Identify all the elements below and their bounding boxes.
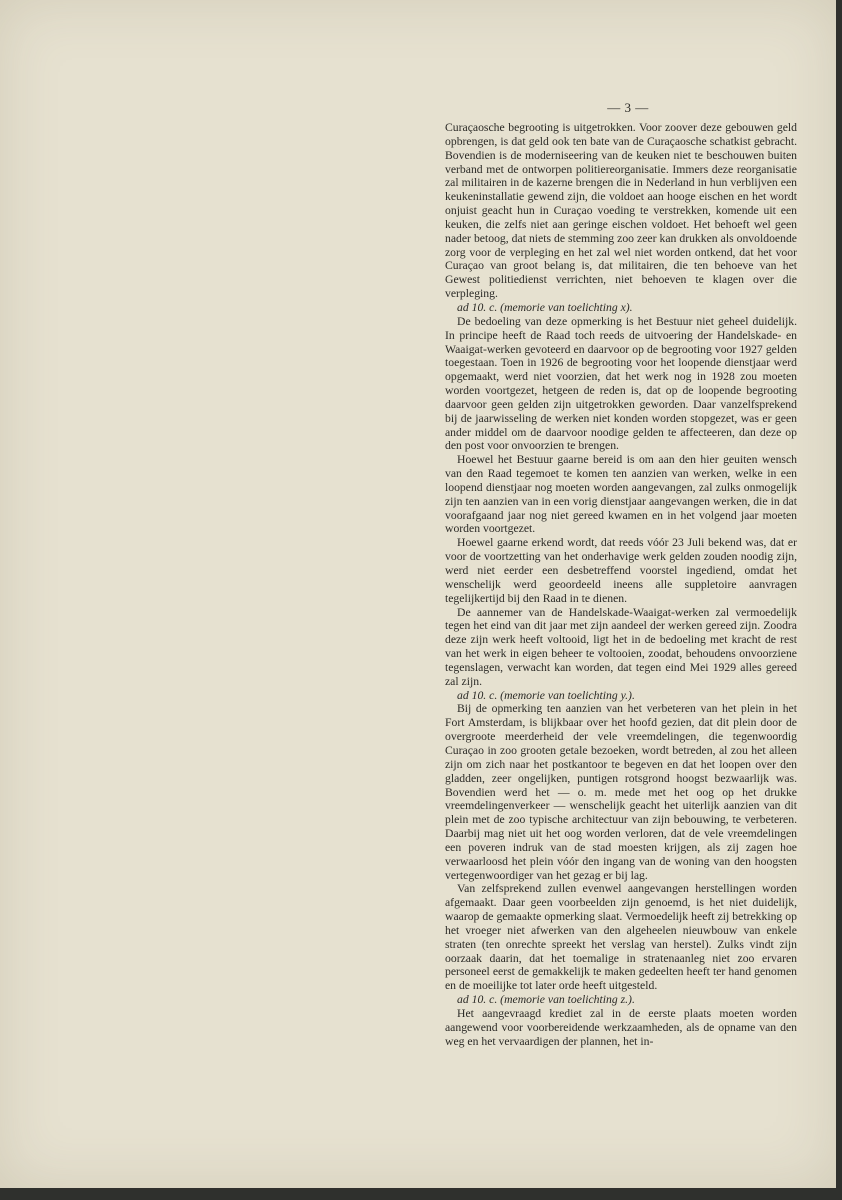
section-reference: ad 10. c. (memorie van toelichting x). xyxy=(457,300,633,314)
paragraph: Hoewel gaarne erkend wordt, dat reeds vóór 23 Juli bekend was, dat er voor de voortzetting van het onderhavige werk gelden zouden noodig zijn, werd niet eerder een desbetreffend voorstel ingediend, omdat het wenschelijk werd geoordeeld ineens alle suppletoire aanvragen tegelijkertijd bij den Raad in te dienen. xyxy=(445,536,797,605)
paragraph: De aannemer van de Handelskade-Waaigat-werken zal vermoedelijk tegen het eind van dit jaar met zijn aandeel der werken gereed zijn. Zoodra deze zijn werk heeft voltooid, ligt het in de bedoeling met kracht de rest van het werk in eigen beheer te voltooien, zoodat, behoudens onvoorziene tegenslagen, verwacht kan worden, dat tegen eind Mei 1929 alles gereed zal zijn. xyxy=(445,605,797,688)
scan-edge-right xyxy=(836,0,842,1200)
paragraph: Hoewel het Bestuur gaarne bereid is om aan den hier geuiten wensch van den Raad tegemoet te komen ten aanzien van werken, welke in een loopend dienstjaar nog moeten worden aangevangen, zal zulks onmogelijk zijn ten aanzien van in een vorig dienstjaar aangevangen werken, die in dat voorafgaand jaar nog niet gereed kwamen en in het volgend jaar moeten worden voortgezet. xyxy=(445,453,797,536)
paragraph: Bij de opmerking ten aanzien van het verbeteren van het plein in het Fort Amsterdam, is blijkbaar over het hoofd gezien, dat dit plein door de overgroote meerderheid der vele vreemdelingen, die tegenwoordig Curaçao in zoo grooten getale bezoeken, wordt betreden, al zou het alleen zijn om zich naar het postkantoor te begeven en dat het loopen over den gladden, zeer ongelijken, puntigen rotsgrond hoogst bezwaarlijk was. Bovendien werd het — o. m. mede met het oog op het drukke vreemdelingenverkeer — wenschelijk geacht het uiterlijk aanzien van dit plein met de zoo typische architectuur van zijn bebouwing, te verbeteren. Daarbij mag niet uit het oog worden verloren, dat de vele vreemdelingen een poveren indruk van de stad moesten krijgen, als zij zagen hoe verwaarloosd het plein vóór den ingang van de woning van den hoogsten vertegenwoordiger van het gezag er bij lag. xyxy=(445,702,797,882)
paragraph: Van zelfsprekend zullen evenwel aangevangen herstellingen worden afgemaakt. Daar geen voorbeelden zijn genoemd, is het niet duidelijk, waarop de gemaakte opmerking slaat. Vermoedelijk heeft zij betrekking op het vroeger niet afwerken van den algeheelen nieuwbouw van enkele straten (ten onrechte spreekt het verslag van herstel). Zulks vindt zijn oorzaak daarin, dat het toemalige in stratenaanleg niet zoo ervaren personeel eerst de gemakkelijk te maken gedeelten heeft ter hand genomen en de moeilijke tot later orde heeft uitgesteld. xyxy=(445,882,797,993)
paragraph: Curaçaosche begrooting is uitgetrokken. Voor zoover deze gebouwen geld opbrengen, is dat geld ook ten bate van de Curaçaosche schatkist gebracht. Bovendien is de moderniseering van de keuken niet te beschouwen buiten verband met de ontworpen politiereorganisatie. Immers deze reorganisatie zal militairen in de kazerne brengen die in Nederland in hun verblijven een keukeninstallatie gewend zijn, die voldoet aan hooge eischen en het wordt onjuist geacht hun in Curaçao voeding te verstrekken, komende uit een keuken, die zelfs niet aan geringe eischen voldoet. Het behoeft wel geen nader betoog, dat niets de stemming zoo zeer kan drukken als onvoldoende zorg voor de verpleging en het zal wel niet worden ontkend, dat het voor Curaçao van groot belang is, dat militairen, die ten behoeve van het Gewest politiedienst verrichten, niet behoeven te klagen over die verpleging. xyxy=(445,121,797,301)
scan-edge-bottom xyxy=(0,1188,842,1200)
section-reference: ad 10. c. (memorie van toelichting y.). xyxy=(457,688,635,702)
paragraph: Het aangevraagd krediet zal in de eerste plaats moeten worden aangewend voor voorbereidende werkzaamheden, als de opname van den weg en het vervaardigen der plannen, het in- xyxy=(445,1007,797,1048)
section-reference: ad 10. c. (memorie van toelichting z.). xyxy=(457,993,635,1007)
page-number: — 3 — xyxy=(607,100,649,115)
paragraph: De bedoeling van deze opmerking is het Bestuur niet geheel duidelijk. In principe heeft de Raad toch reeds de uitvoering der Handelskade- en Waaigat-werken gevoteerd en daarvoor op de begrooting voor 1927 gelden toegestaan. Toen in 1926 de begrooting voor het loopende dienstjaar werd opgemaakt, werd niet voorzien, dat het werk nog in 1928 zou moeten worden voortgezet, hetgeen de reden is, dat op de loopende begrooting daarvoor geen gelden zijn uitgetrokken geworden. Daar vanzelfsprekend bij de jaarwisseling de werken niet konden worden stopgezet, was er geen ander middel om de daarvoor noodige gelden te affecteeren, dan deze op den post voor onvoorzien te brengen. xyxy=(445,314,797,453)
text-column xyxy=(445,121,797,1049)
